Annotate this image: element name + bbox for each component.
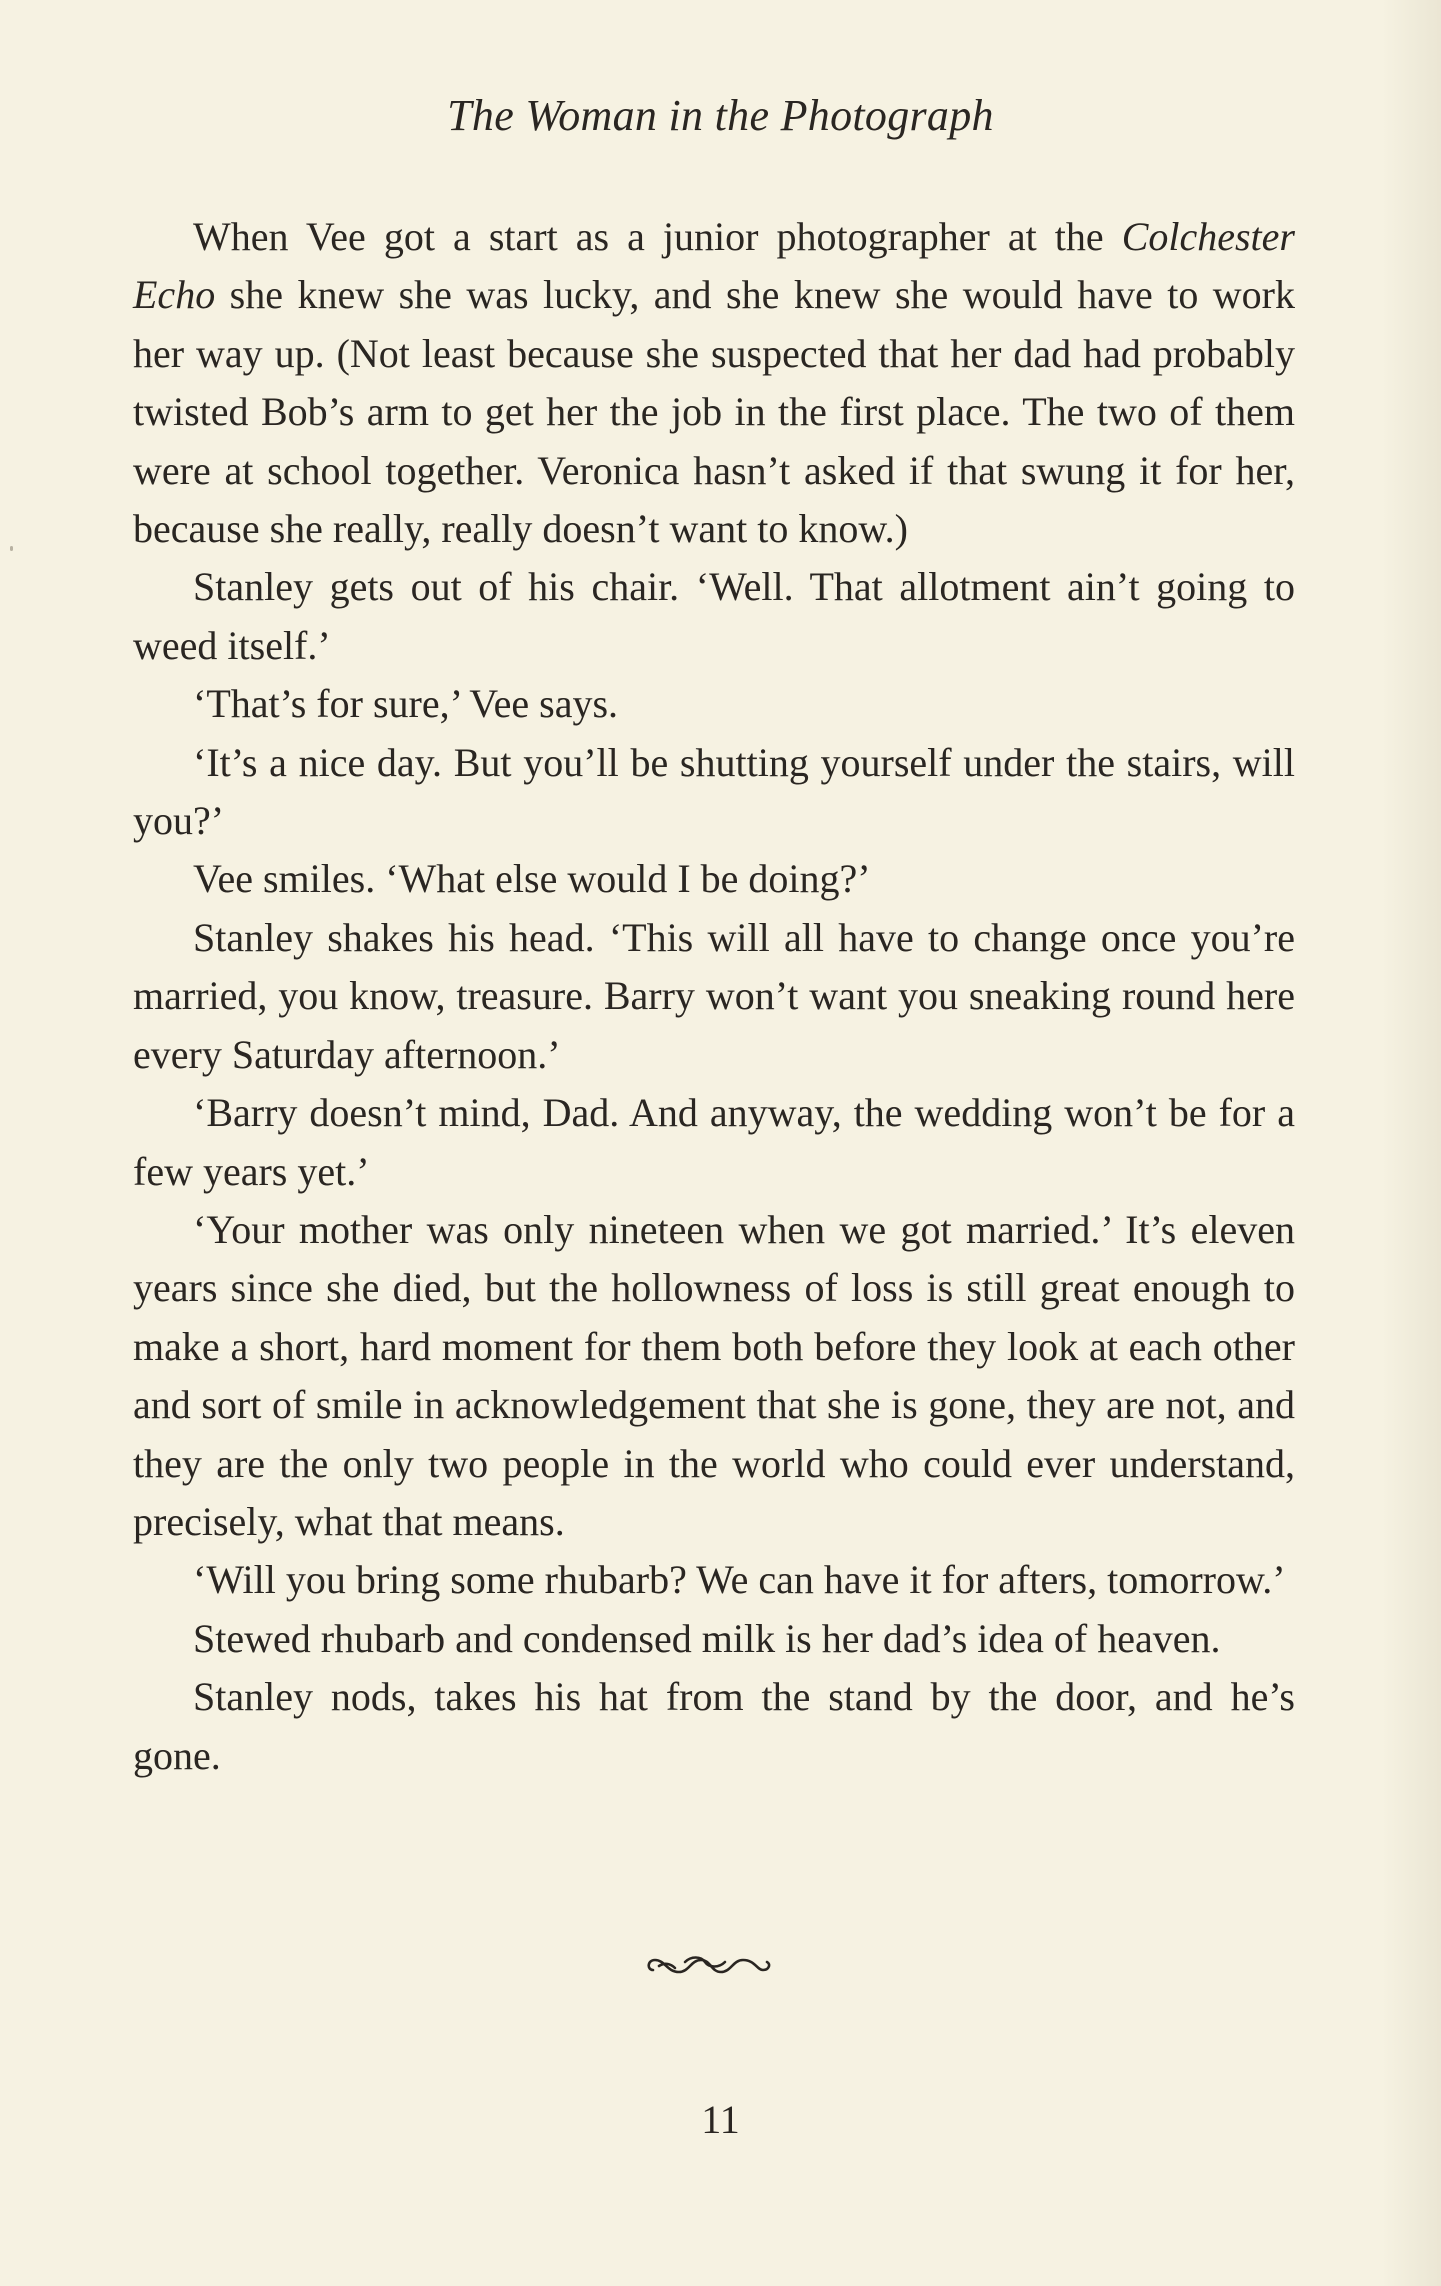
publication-name: Colchester Echo	[133, 214, 1295, 318]
paragraph	[133, 208, 1295, 558]
paragraph-text: When Vee got a start as a junior photographer at the	[193, 214, 1122, 259]
paragraph: Stanley nods, takes his hat from the stand by the door, and he’s gone.	[133, 1674, 1295, 1778]
section-break-flourish-icon	[645, 1948, 775, 1984]
paragraph: Stanley shakes his head. ‘This will all have to change once you’re married, you know, treasure. Barry won’t want you sneaking round here every Saturday afternoon.’	[133, 914, 1295, 1077]
page-number: 11	[701, 2097, 740, 2142]
paper-speck	[10, 546, 13, 551]
paragraph: Vee smiles. ‘What else would I be doing?’	[193, 856, 871, 902]
paragraph: ‘It’s a nice day. But you’ll be shutting yourself under the stairs, will you?’	[133, 739, 1295, 844]
paragraph: ‘Your mother was only nineteen when we got married.’ It’s eleven years since she died, but the hollowness of loss is still great enough to make a short, hard moment for them both before they look at each other and sort of smile in acknowledgement that she is gone, they are not, and they are the only two people in the world who could ever understand, precisely, what that means.	[133, 1206, 1295, 1544]
paragraph: Stewed rhubarb and condensed milk is her dad’s idea of heaven.	[193, 1615, 1221, 1661]
paragraph: Stanley gets out of his chair. ‘Well. That allotment ain’t going to weed itself.’	[133, 564, 1295, 668]
page-edge-shading	[1381, 0, 1441, 2286]
paragraph: ‘Barry doesn’t mind, Dad. And anyway, the wedding won’t be for a few years yet.’	[133, 1090, 1295, 1194]
paragraph: ‘Will you bring some rhubarb? We can have it for afters, tomorrow.’	[193, 1557, 1286, 1603]
body-text	[133, 208, 1295, 1785]
running-head-title: The Woman in the Photograph	[447, 91, 994, 140]
paragraph-text: she knew she was lucky, and she knew she would have to work her way up. (Not least because she suspected that her dad had probably twisted Bob’s arm to get her the job in the first place. The two of them were at school together. Veronica hasn’t asked if that swung it for her, because she really, really doesn’t want to know.)	[133, 272, 1295, 552]
paragraph: ‘That’s for sure,’ Vee says.	[193, 681, 619, 727]
